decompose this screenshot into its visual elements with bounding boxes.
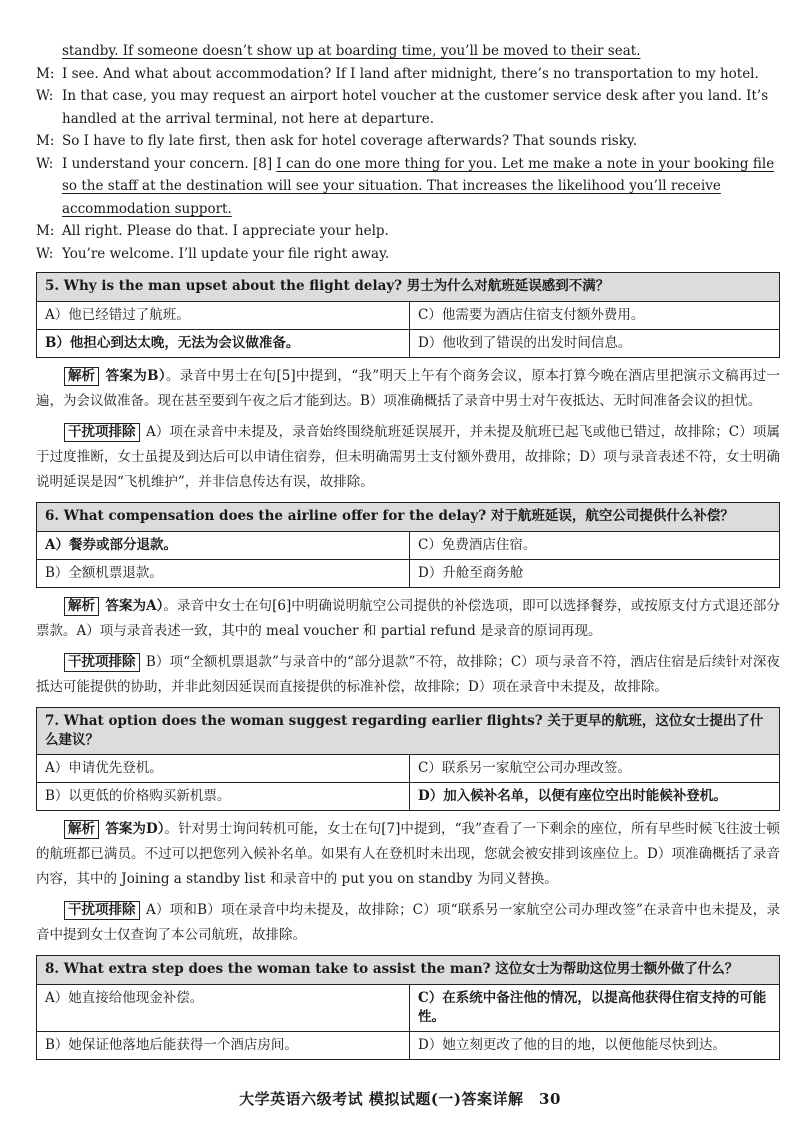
dialogue-line — [36, 153, 780, 221]
dialogue-line — [36, 63, 780, 86]
answer-label: 答案为B） — [105, 368, 166, 384]
dialogue-text: All right. Please do that. I appreciate your help. — [62, 223, 389, 239]
question-8-table — [36, 955, 780, 1060]
page-footer: 大学英语六级考试 模拟试题(一)答案详解 30 — [239, 1090, 561, 1108]
answer-label: 答案为D） — [105, 821, 165, 837]
dialogue-text: I see. And what about accommodation? If I land after midnight, there’s no transportation to my hotel. — [62, 65, 759, 82]
dialogue-text: You’re welcome. I’ll update your file right away. — [62, 245, 390, 262]
option-b: B）以更低的价格购买新机票。 — [37, 783, 410, 811]
dialogue-first-line: standby. If someone doesn’t show up at boarding time, you’ll be moved to their seat. — [62, 43, 641, 59]
analysis-tag: 解析 — [64, 367, 99, 386]
distractor-paragraph: 干扰项排除 A）项在录音中未提及，录音始终围绕航班延误展开，并未提及航班已起飞或他已错过，故排除；C）项属于过度推断，女士虽提及到达后可以申请住宿券，但未明确需男士支付额外费用，故排除；D）项与录音表述不符，女士明确说明延误是因“飞机维护”，并非信息传达有误，故排除。 — [36, 424, 780, 490]
option-d: D）她立刻更改了他的目的地，以便他能尽快到达。 — [410, 1032, 780, 1060]
analysis-paragraph: 解析 答案为A）。录音中女士在句[6]中明确说明航空公司提供的补偿选项，即可以选择餐券，或按原支付方式退还部分票款。A）项与录音表述一致，其中的 meal voucher 和 partial refund 是录音的原词再现。 — [36, 598, 780, 639]
question-6-header: 6. What compensation does the airline offer for the delay? 对于航班延误，航空公司提供什么补偿？ — [37, 503, 780, 532]
option-a: A）申请优先登机。 — [37, 755, 410, 783]
option-c: C）在系统中备注他的情况，以提高他获得住宿支持的可能性。 — [410, 985, 780, 1032]
dialogue-text: I understand your concern. [8] I can do one more thing for you. Let me make a note in your booking file so the staff at the destination will see your situation. That increases the likelihood you’ll receive accommodation support. — [62, 155, 775, 217]
option-c: C）免费酒店住宿。 — [410, 532, 780, 560]
distractor-tag: 干扰项排除 — [64, 423, 140, 442]
speaker-label: M: — [36, 65, 55, 82]
dialogue-text: So I have to fly late first, then ask for hotel coverage afterwards? That sounds risky. — [62, 133, 638, 149]
distractor-tag: 干扰项排除 — [64, 653, 140, 672]
question-7-header: 7. What option does the woman suggest regarding earlier flights? 关于更早的航班，这位女士提出了什么建议？ — [37, 708, 780, 755]
key-sentence-underlined: I can do one more thing for you. Let me make a note in your booking file so the staff at the destination will see your situation. That increases the likelihood you’ll receive accommodation support. — [62, 155, 775, 217]
option-b: B）全额机票退款。 — [37, 560, 410, 588]
option-c: C）他需要为酒店住宿支付额外费用。 — [410, 302, 780, 330]
answer-label: 答案为A） — [105, 598, 164, 614]
option-a: A）他已经错过了航班。 — [37, 302, 410, 330]
speaker-label: W: — [36, 88, 54, 104]
page — [36, 40, 780, 1060]
speaker-label: M: — [36, 133, 55, 149]
dialogue-text: In that case, you may request an airport hotel voucher at the customer service desk after you land. It’s handled at the arrival terminal, not here at departure. — [62, 88, 769, 127]
option-b: B）他担心到达太晚，无法为会议做准备。 — [37, 330, 410, 358]
analysis-tag: 解析 — [64, 820, 99, 839]
question-8-header: 8. What extra step does the woman take to assist the man? 这位女士为帮助这位男士额外做了什么？ — [37, 956, 780, 985]
distractor-paragraph: 干扰项排除 A）项和B）项在录音中均未提及，故排除；C）项“联系另一家航空公司办理改签”在录音中也未提及，录音中提到女士仅查询了本公司航班，故排除。 — [36, 902, 780, 943]
option-d: D）加入候补名单，以便有座位空出时能候补登机。 — [410, 783, 780, 811]
option-d: D）升舱至商务舱 — [410, 560, 780, 588]
dialogue-transcript — [36, 40, 780, 265]
question-6-table — [36, 502, 780, 588]
option-c: C）联系另一家航空公司办理改签。 — [410, 755, 780, 783]
analysis-paragraph: 解析 答案为B）。录音中男士在句[5]中提到，“我”明天上午有个商务会议，原本打算今晚在酒店里把演示文稿再过一遍，为会议做准备。现在甚至要到午夜之后才能到达。B）项准确概括了录音中男士对午夜抵达、无时间准备会议的担忧。 — [36, 368, 780, 409]
option-a: A）她直接给他现金补偿。 — [37, 985, 410, 1032]
distractor-tag: 干扰项排除 — [64, 901, 140, 920]
option-d: D）他收到了错误的出发时间信息。 — [410, 330, 780, 358]
option-b: B）她保证他落地后能获得一个酒店房间。 — [37, 1032, 410, 1060]
speaker-label: W: — [36, 155, 54, 172]
question-5-header: 5. Why is the man upset about the flight delay? 男士为什么对航班延误感到不满？ — [37, 273, 780, 302]
question-5-table — [36, 272, 780, 358]
distractor-paragraph: 干扰项排除 B）项“全额机票退款”与录音中的“部分退款”不符，故排除；C）项与录音不符，酒店住宿是后续针对深夜抵达可能提供的协助，并非此刻因延误而直接提供的标准补偿，故排除；D）项在录音中未提及，故排除。 — [36, 654, 780, 695]
analysis-tag: 解析 — [64, 597, 99, 616]
dialogue-line — [36, 85, 780, 130]
option-a: A）餐券或部分退款。 — [37, 532, 410, 560]
analysis-paragraph: 解析 答案为D）。针对男士询问转机可能，女士在句[7]中提到，“我”查看了一下剩余的座位，所有早些时候飞往波士顿的航班都已满员。不过可以把您列入候补名单。如果有人在登机时未出现，您就会被安排到该座位上。D）项准确概括了录音内容，其中的 Joining a standby list 和录音中的 put you on standby 为同义替换。 — [36, 821, 780, 887]
dialogue-line — [36, 243, 780, 266]
question-7-table — [36, 707, 780, 811]
speaker-label: W: — [36, 245, 54, 262]
dialogue-line — [36, 130, 780, 153]
dialogue-line — [36, 220, 780, 243]
speaker-label: M: — [36, 223, 55, 239]
